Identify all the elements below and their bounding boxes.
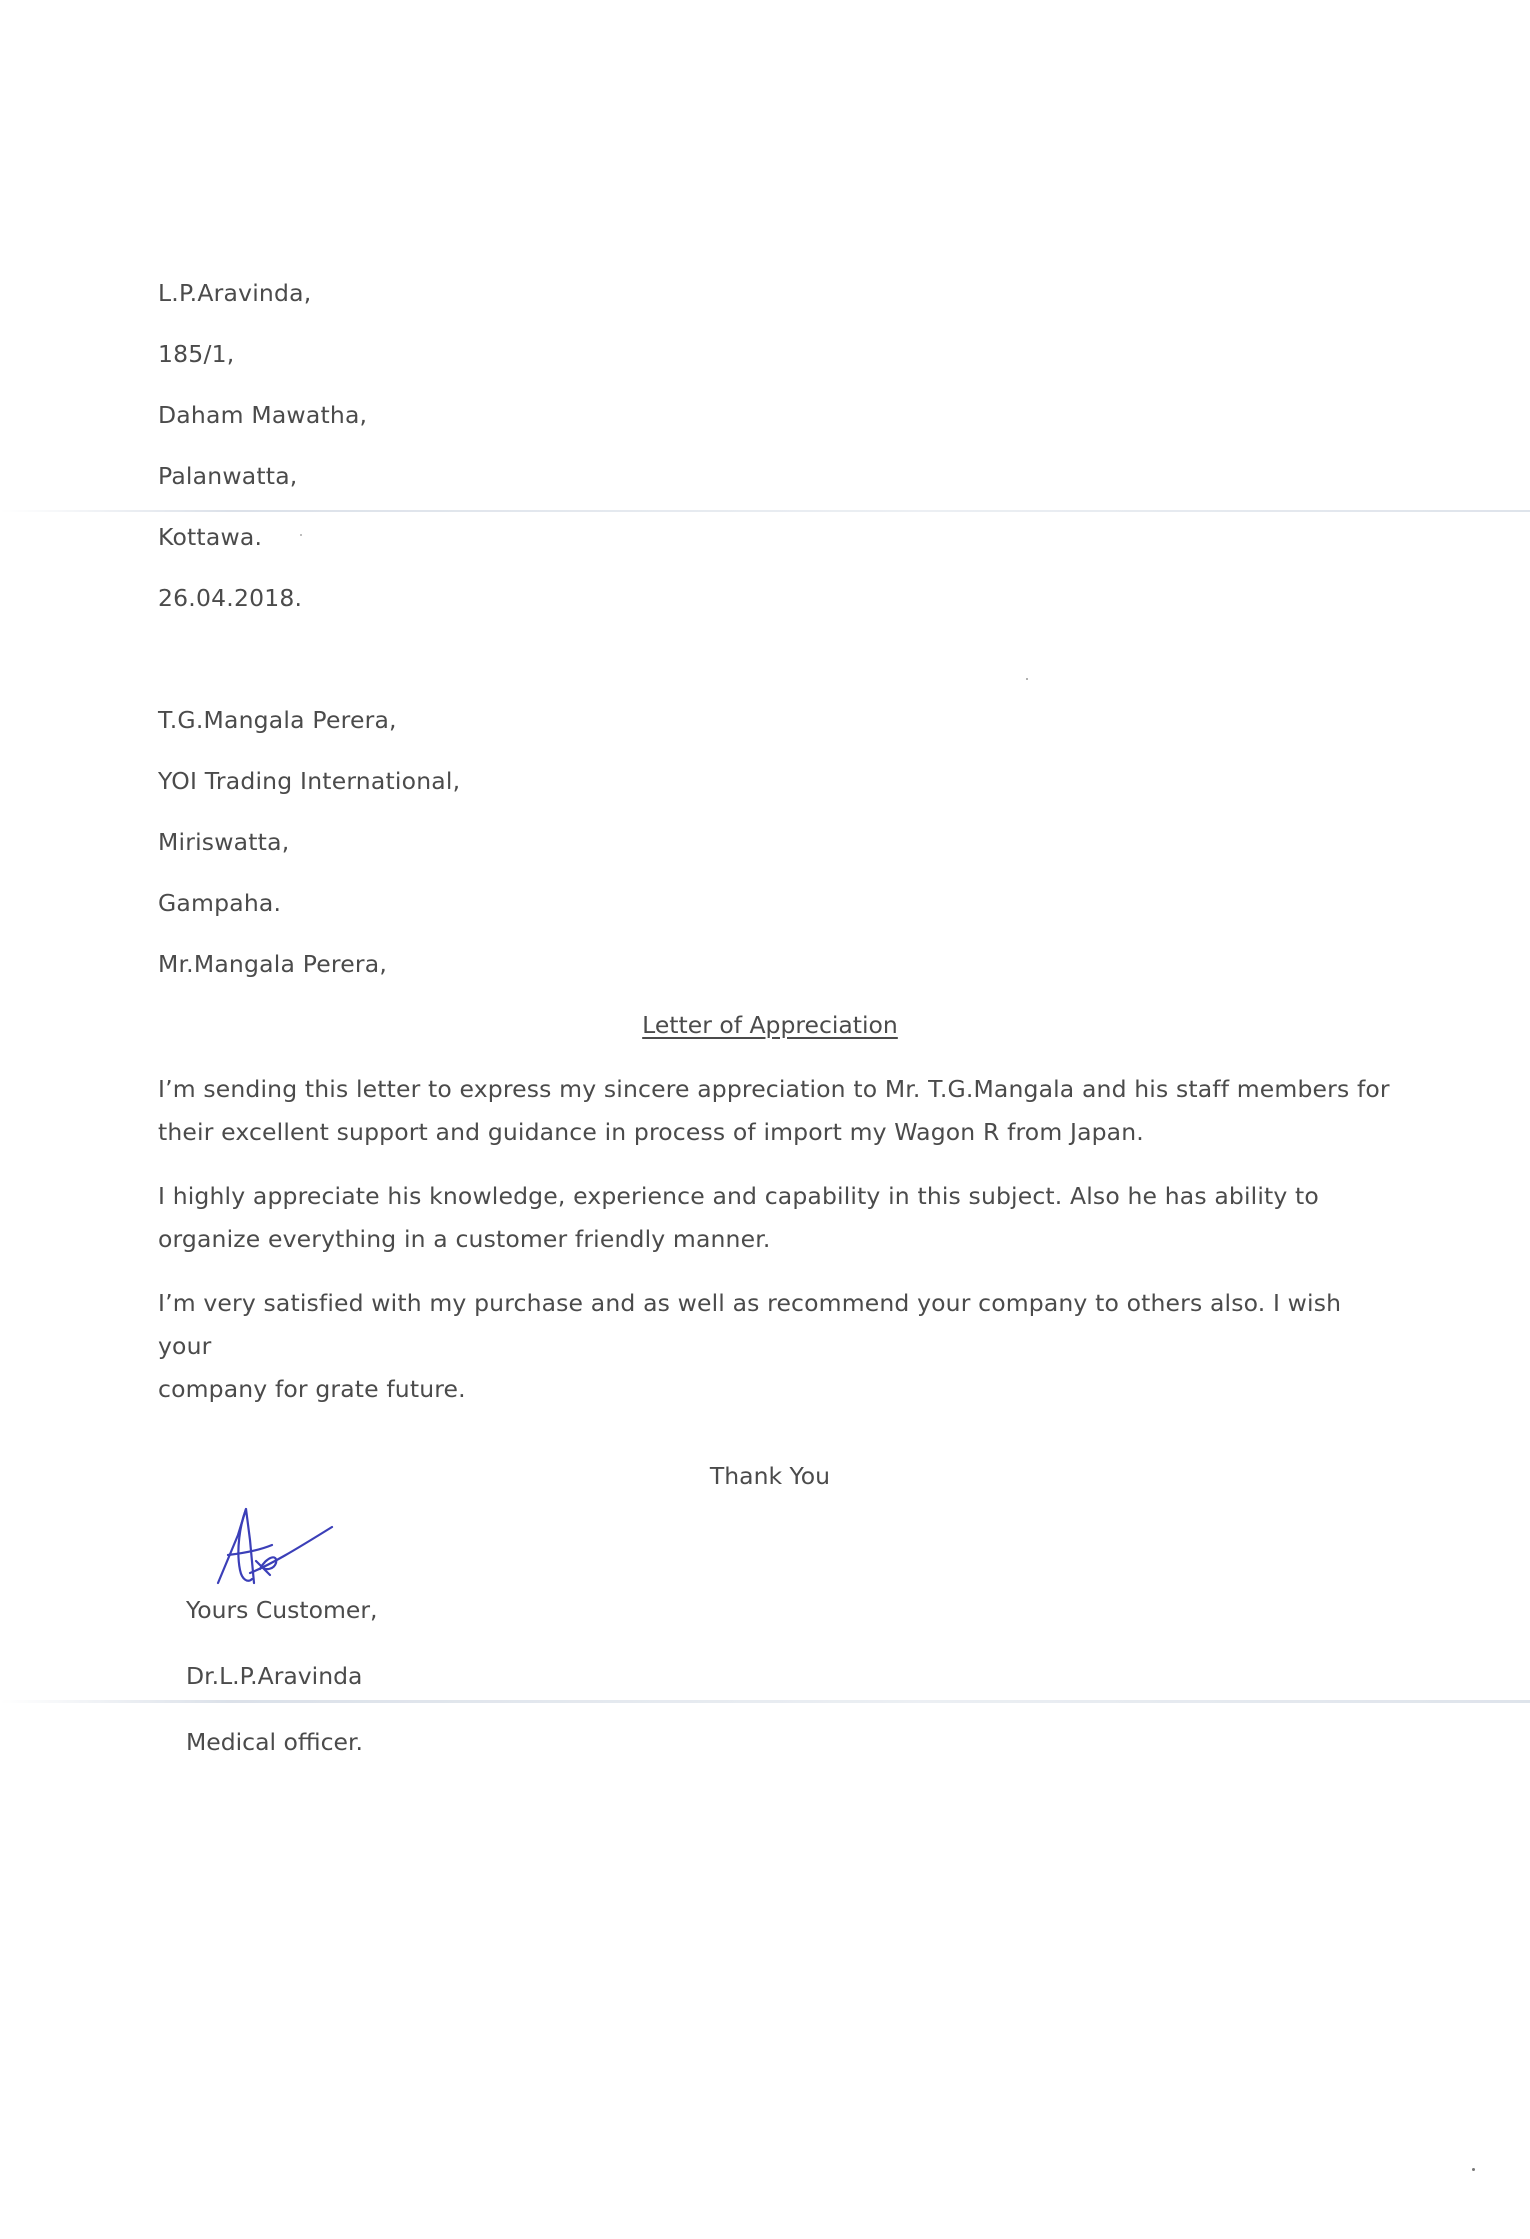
signatory-name: Dr.L.P.Aravinda: [186, 1662, 363, 1690]
body-line: their excellent support and guidance in process of import my Wagon R from Japan.: [158, 1118, 1144, 1146]
signatory-title: Medical officer.: [186, 1728, 363, 1756]
scan-artifact-line: [0, 1700, 1530, 1703]
recipient-address-line: Miriswatta,: [158, 828, 290, 856]
body-paragraph: [158, 1175, 1398, 1261]
scan-speck: [1026, 678, 1028, 680]
recipient-address-line: Gampaha.: [158, 889, 282, 917]
body-line: I’m very satisfied with my purchase and as well as recommend your company to others also. I wish your: [158, 1289, 1342, 1360]
body-line: company for grate future.: [158, 1375, 466, 1403]
recipient-name: T.G.Mangala Perera,: [158, 706, 397, 734]
sender-address-line: Kottawa.: [158, 523, 263, 551]
complimentary-close: Yours Customer,: [186, 1596, 378, 1624]
letter-date: 26.04.2018.: [158, 584, 303, 612]
sender-address-line: Daham Mawatha,: [158, 401, 368, 429]
thank-you-text: Thank You: [709, 1462, 831, 1490]
sender-address-line: Palanwatta,: [158, 462, 298, 490]
salutation: Mr.Mangala Perera,: [158, 950, 388, 978]
letter-subject: Letter of Appreciation: [642, 1011, 898, 1039]
body-paragraph: [158, 1282, 1398, 1411]
body-paragraph: [158, 1068, 1398, 1154]
body-line: I’m sending this letter to express my sincere appreciation to Mr. T.G.Mangala and his staff members for: [158, 1075, 1390, 1103]
recipient-company: YOI Trading International,: [158, 767, 461, 795]
handwritten-signature: [210, 1495, 345, 1595]
sender-address-line: 185/1,: [158, 340, 235, 368]
scan-artifact-line: [0, 510, 1530, 512]
body-line: organize everything in a customer friendly manner.: [158, 1225, 771, 1253]
sender-name: L.P.Aravinda,: [158, 279, 312, 307]
scan-speck: [300, 534, 302, 536]
scan-speck: [1472, 2168, 1475, 2171]
body-line: I highly appreciate his knowledge, experience and capability in this subject. Also he has ability to: [158, 1182, 1319, 1210]
